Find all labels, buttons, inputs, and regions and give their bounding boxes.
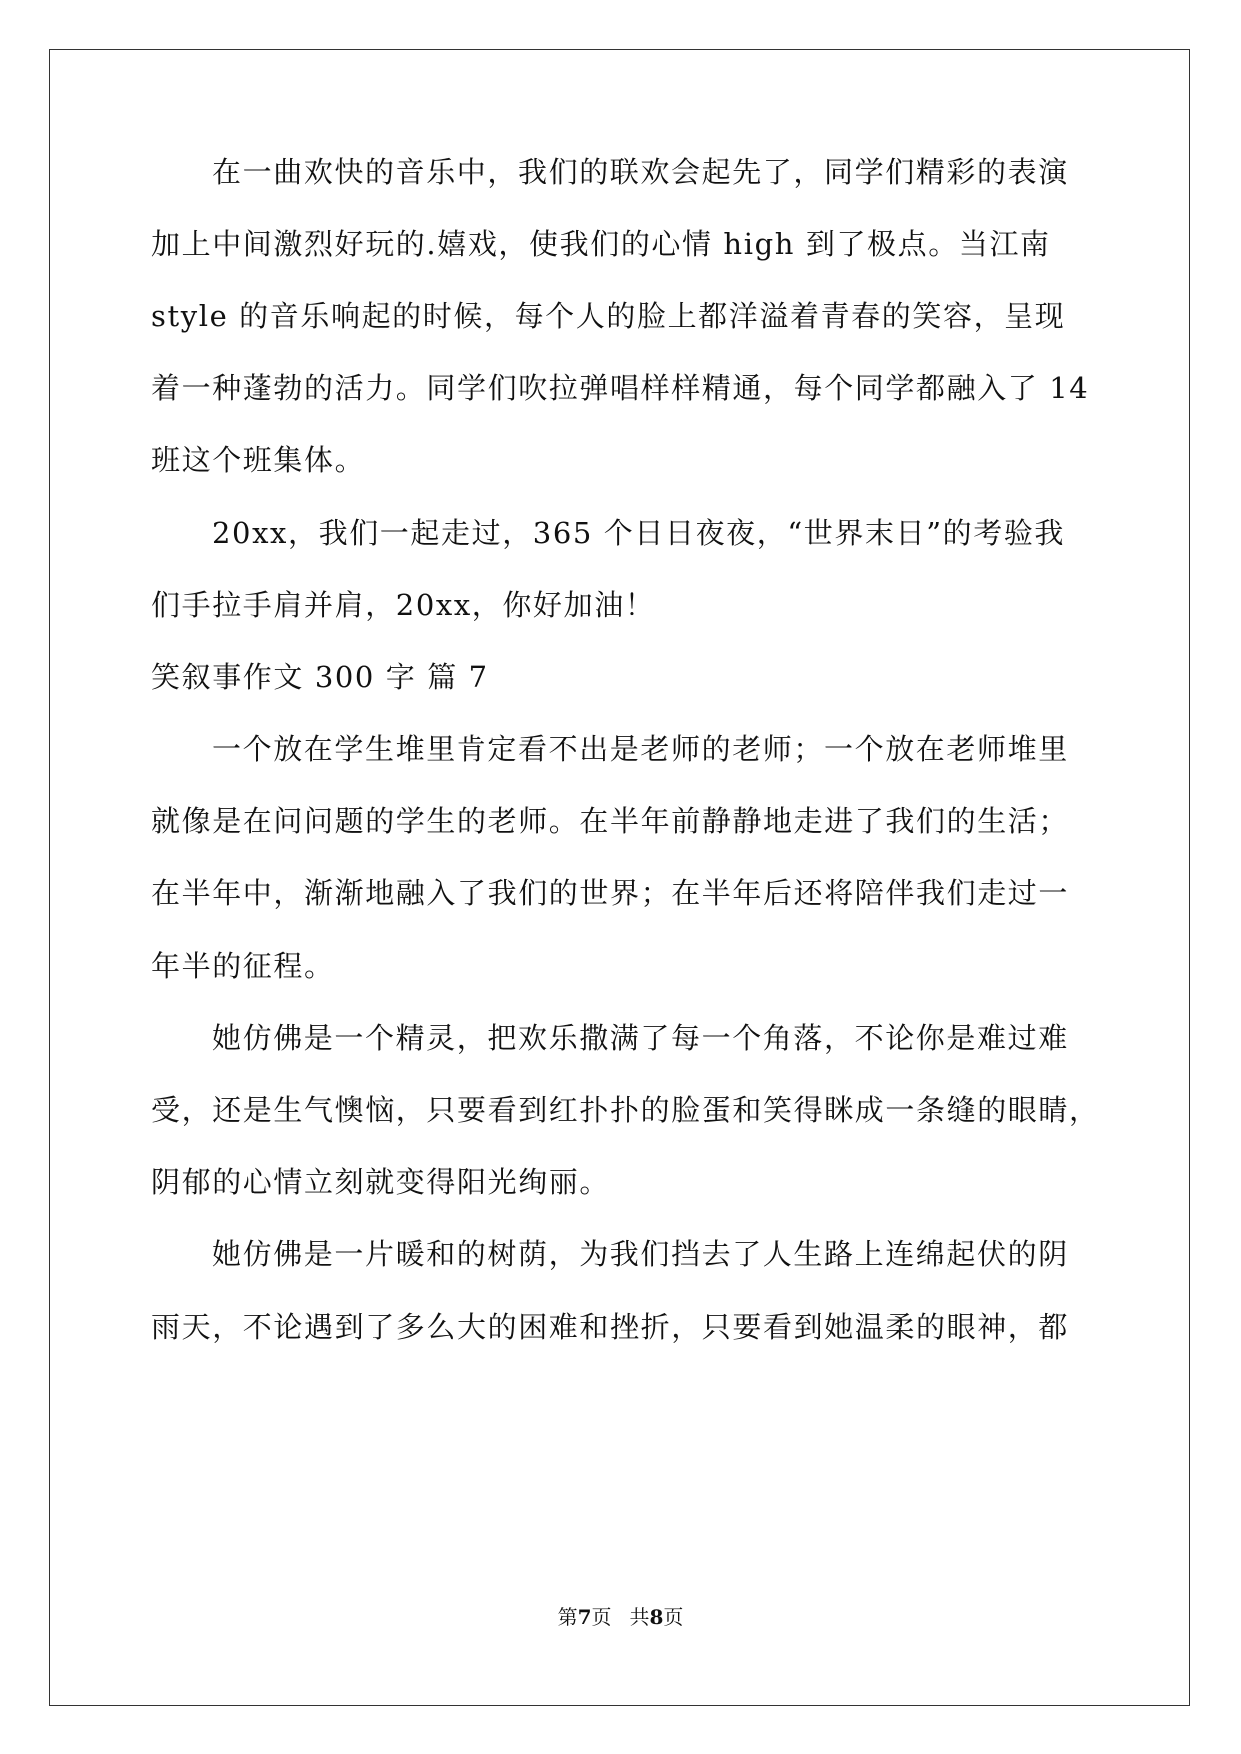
text-line: 在半年中，渐渐地融入了我们的世界；在半年后还将陪伴我们走过一 bbox=[151, 876, 1070, 910]
text-line: 阴郁的心情立刻就变得阳光绚丽。 bbox=[151, 1165, 611, 1199]
text-line: style 的音乐响起的时候，每个人的脸上都洋溢着青春的笑容，呈现 bbox=[151, 299, 1066, 333]
text-line: 她仿佛是一片暖和的树荫，为我们挡去了人生路上连绵起伏的阴 bbox=[212, 1237, 1069, 1271]
text-line: 她仿佛是一个精灵，把欢乐撒满了每一个角落，不论你是难过难 bbox=[212, 1021, 1069, 1055]
text-line: 班这个班集体。 bbox=[151, 443, 366, 477]
text-line: 就像是在问问题的学生的老师。在半年前静静地走进了我们的生活； bbox=[151, 804, 1070, 838]
text-line: 受，还是生气懊恼，只要看到红扑扑的脸蛋和笑得眯成一条缝的眼睛， bbox=[151, 1093, 1100, 1127]
text-line: 在一曲欢快的音乐中，我们的联欢会起先了，同学们精彩的表演 bbox=[212, 155, 1069, 189]
text-line: 20xx，我们一起走过，365 个日日夜夜，“世界末日”的考验我 bbox=[212, 516, 1066, 550]
page-prefix: 第 bbox=[557, 1605, 578, 1629]
total-pages: 8 bbox=[649, 1605, 664, 1629]
page-unit: 页 bbox=[591, 1605, 612, 1629]
text-line: 加上中间激烈好玩的.嬉戏，使我们的心情 high 到了极点。当江南 bbox=[151, 227, 1051, 261]
text-line: 一个放在学生堆里肯定看不出是老师的老师；一个放在老师堆里 bbox=[212, 732, 1069, 766]
text-line: 们手拉手肩并肩，20xx，你好加油！ bbox=[151, 588, 656, 622]
page-footer bbox=[0, 1603, 1241, 1631]
section-heading: 笑叙事作文 300 字 篇 7 bbox=[151, 660, 489, 694]
text-line: 年半的征程。 bbox=[151, 949, 335, 983]
total-prefix: 共 bbox=[629, 1605, 650, 1629]
total-unit: 页 bbox=[663, 1605, 684, 1629]
text-line: 着一种蓬勃的活力。同学们吹拉弹唱样样精通，每个同学都融入了 14 bbox=[151, 371, 1090, 405]
page-number: 7 bbox=[577, 1605, 592, 1629]
text-line: 雨天，不论遇到了多么大的困难和挫折，只要看到她温柔的眼神，都 bbox=[151, 1310, 1070, 1344]
